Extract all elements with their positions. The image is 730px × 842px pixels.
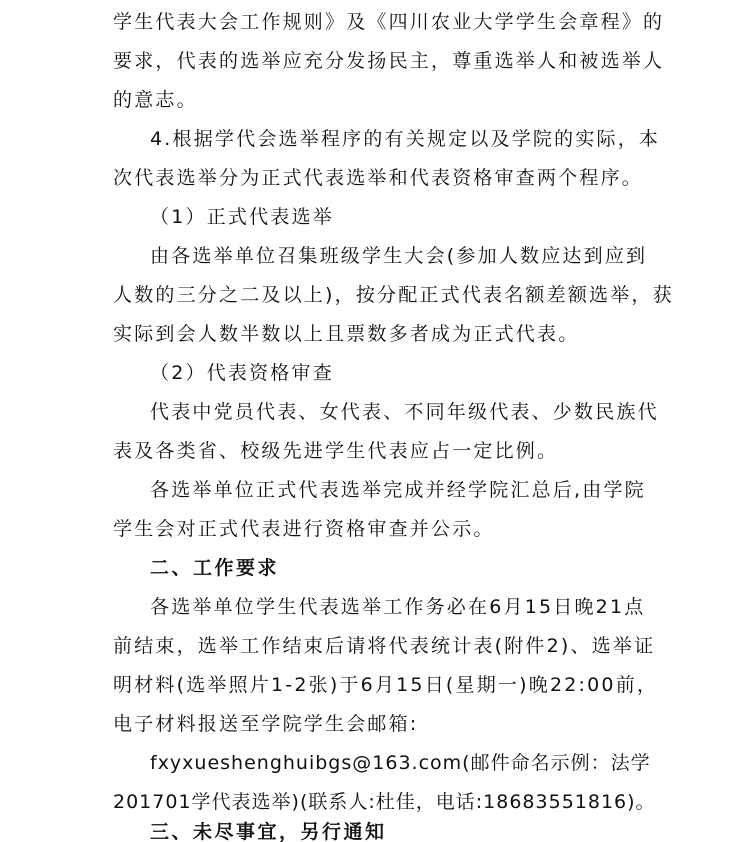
- paragraph-line: 实际到会人数半数以上且票数多者成为正式代表。: [113, 323, 580, 345]
- paragraph-line: 各选举单位学生代表选举工作务必在6月15日晚21点: [150, 596, 646, 618]
- paragraph-line: 各选举单位正式代表选举完成并经学院汇总后,由学院: [150, 479, 646, 501]
- email-line: fxyxueshenghuibgs@163.com(邮件命名示例：法学: [150, 752, 651, 774]
- section-heading-work-requirements: 二、工作要求: [150, 557, 280, 579]
- paragraph-line: 4.根据学代会选举程序的有关规定以及学院的实际，本: [150, 128, 661, 150]
- paragraph-line: 学生会对正式代表进行资格审查并公示。: [113, 518, 495, 540]
- paragraph-line: 电子材料报送至学院学生会邮箱:: [113, 713, 419, 735]
- section-heading-other-matters: 三、未尽事宜，另行通知: [150, 821, 387, 842]
- paragraph-line: 前结束，选举工作结束后请将代表统计表(附件2)、选举证: [113, 635, 656, 657]
- contact-line: 201701学代表选举)(联系人:杜佳，电话:18683551816)。: [113, 791, 656, 813]
- paragraph-line: 要求，代表的选举应充分发扬民主，尊重选举人和被选举人: [113, 50, 665, 72]
- paragraph-line: 由各选举单位召集班级学生大会(参加人数应达到应到: [150, 245, 648, 267]
- paragraph-line: 代表中党员代表、女代表、不同年级代表、少数民族代: [150, 401, 659, 423]
- subheading-qualification-review: （2）代表资格审查: [150, 362, 334, 384]
- paragraph-line: 人数的三分之二及以上)，按分配正式代表名额差额选举，获: [113, 284, 674, 306]
- paragraph-line: 学生代表大会工作规则》及《四川农业大学学生会章程》的: [113, 11, 665, 33]
- paragraph-line: 表及各类省、校级先进学生代表应占一定比例。: [113, 440, 559, 462]
- paragraph-line: 次代表选举分为正式代表选举和代表资格审查两个程序。: [113, 167, 644, 189]
- subheading-formal-election: （1）正式代表选举: [150, 206, 334, 228]
- paragraph-line: 明材料(选举照片1-2张)于6月15日(星期一)晚22:00前，: [113, 674, 659, 696]
- paragraph-line: 的意志。: [113, 89, 198, 111]
